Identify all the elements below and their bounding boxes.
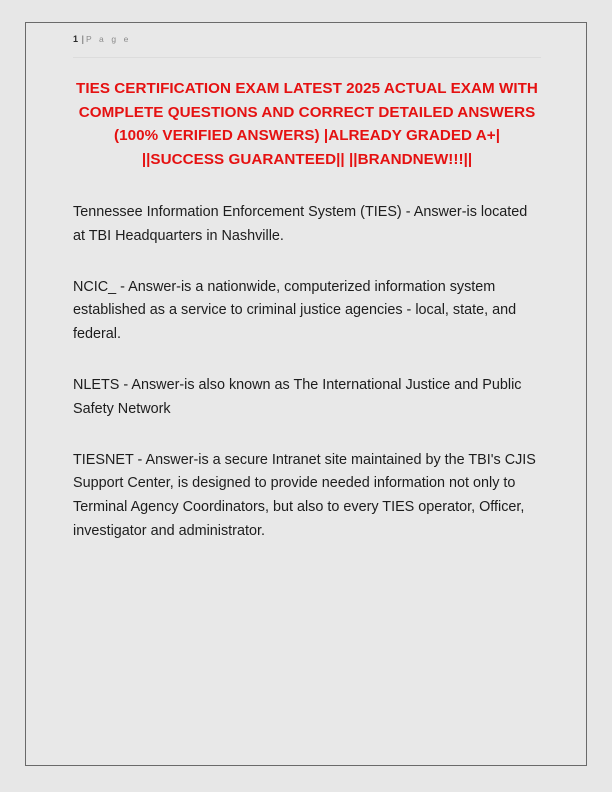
running-header xyxy=(73,34,541,56)
qa-entry: Tennessee Information Enforcement System (TIES) - Answer-is located at TBI Headquarters in Nashville. xyxy=(73,204,528,244)
qa-entry: NLETS - Answer-is also known as The International Justice and Public Safety Network xyxy=(73,376,522,417)
header-divider xyxy=(73,57,541,58)
header-page-label: P a g e xyxy=(85,34,131,44)
page-content-area xyxy=(73,34,541,544)
qa-entry: TIESNET - Answer-is a secure Intranet site maintained by the TBI's CJIS Support Center, is designed to provide needed information not only to Terminal Agency Coordinators, but also to every TIES operator, Officer, investigator and administrator. xyxy=(73,451,536,539)
qa-list xyxy=(73,201,541,544)
header-page-number: 1 xyxy=(73,34,79,44)
document-title: TIES CERTIFICATION EXAM LATEST 2025 ACTUAL EXAM WITH COMPLETE QUESTIONS AND CORRECT DETAILED ANSWERS (100% VERIFIED ANSWERS) |ALREADY GRADED A+| ||SUCCESS GUARANTEED|| ||BRANDNEW!!!|| xyxy=(76,80,538,168)
qa-entry: NCIC_ - Answer-is a nationwide, computerized information system established as a service to criminal justice agencies - local, state, and federal. xyxy=(73,278,517,343)
header-separator: | xyxy=(81,34,84,45)
document-page xyxy=(25,22,587,766)
